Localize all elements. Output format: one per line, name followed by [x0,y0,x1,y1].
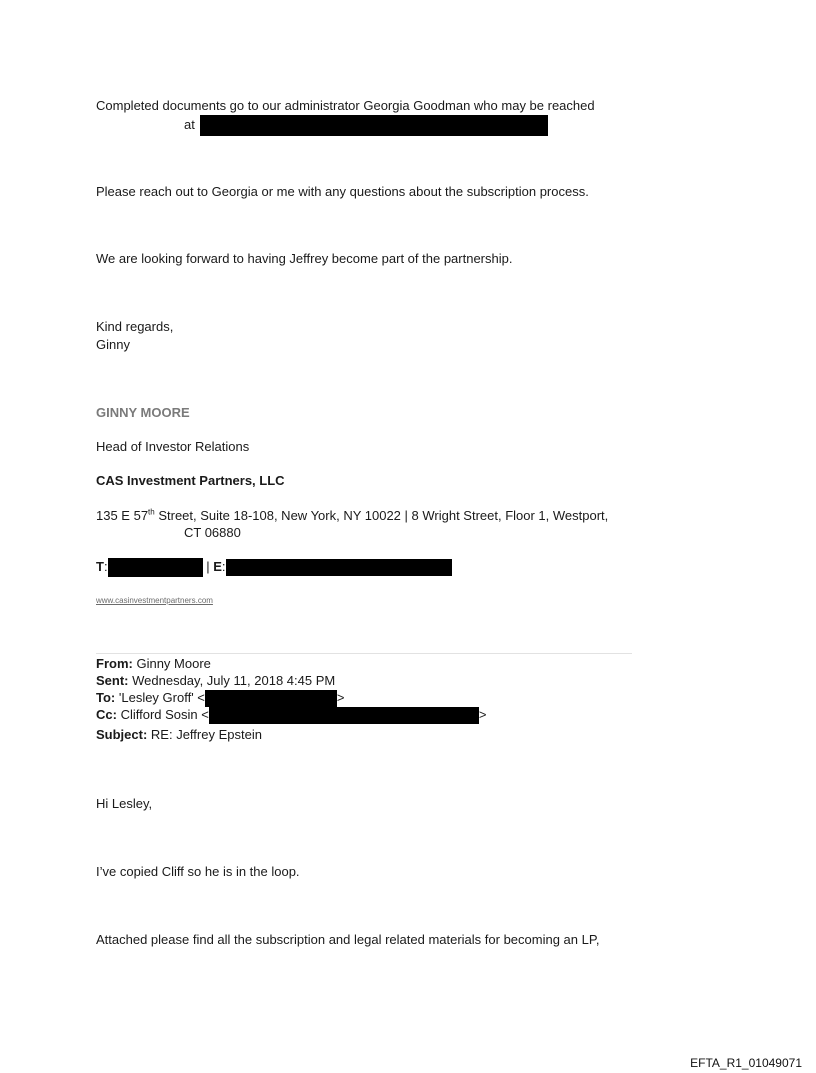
signature-title: Head of Investor Relations [96,439,250,454]
signature-contact-line [96,558,452,577]
reply-line-1: I’ve copied Cliff so he is in the loop. [96,864,300,879]
subject-value: RE: Jeffrey Epstein [150,727,262,742]
website-link[interactable]: www.casinvestmentpartners.com [96,596,213,605]
cc-label: Cc: [96,707,117,722]
signature-address-line-2: CT 06880 [184,525,241,540]
to-line [96,689,345,707]
website-line [96,590,213,609]
to-label: To: [96,690,116,705]
signature-company: CAS Investment Partners, LLC [96,473,285,488]
email-redaction [226,559,452,576]
body-paragraph-3: We are looking forward to having Jeffrey become part of the partnership. [96,251,513,266]
from-line [96,655,211,672]
redaction-block [200,115,548,136]
email-divider [96,653,632,654]
from-value: Ginny Moore [136,656,211,671]
at-label: at [184,116,195,132]
cc-redaction [209,707,479,724]
reply-line-2: Attached please find all the subscription and legal related materials for becoming an LP, [96,932,600,947]
from-label: From: [96,656,133,671]
document-id: EFTA_R1_01049071 [690,1056,802,1070]
cc-value: Clifford Sosin < [120,707,209,722]
to-close-bracket: > [336,690,345,705]
contact-separator: | [206,559,210,574]
to-value: 'Lesley Groff' < [118,690,205,705]
cc-close-bracket: > [478,707,487,722]
sent-label: Sent: [96,673,129,688]
phone-label: T [96,559,104,574]
phone-redaction [108,558,203,577]
sign-name: Ginny [96,337,130,352]
address-superscript: th [148,507,155,517]
phone-colon: : [103,559,108,574]
cc-line [96,706,486,724]
body-paragraph-2: Please reach out to Georgia or me with any questions about the subscription process. [96,184,589,199]
signature-address-line-1 [96,507,608,524]
closing: Kind regards, [96,319,174,334]
email-colon: : [221,559,226,574]
subject-label: Subject: [96,727,148,742]
sent-value: Wednesday, July 11, 2018 4:45 PM [132,673,336,688]
body-paragraph-1-line-1: Completed documents go to our administrator Georgia Goodman who may be reached [96,98,595,113]
signature-name: GINNY MOORE [96,405,190,420]
to-redaction [205,690,337,707]
sent-line [96,672,335,689]
email-label: E [213,559,222,574]
address-part-1: 135 E 57 [96,508,149,523]
reply-greeting: Hi Lesley, [96,796,153,811]
subject-line [96,726,262,743]
body-paragraph-1-line-2 [184,115,548,136]
address-part-2: Street, Suite 18-108, New York, NY 10022 | 8 Wright Street, Floor 1, Westport, [154,508,609,523]
